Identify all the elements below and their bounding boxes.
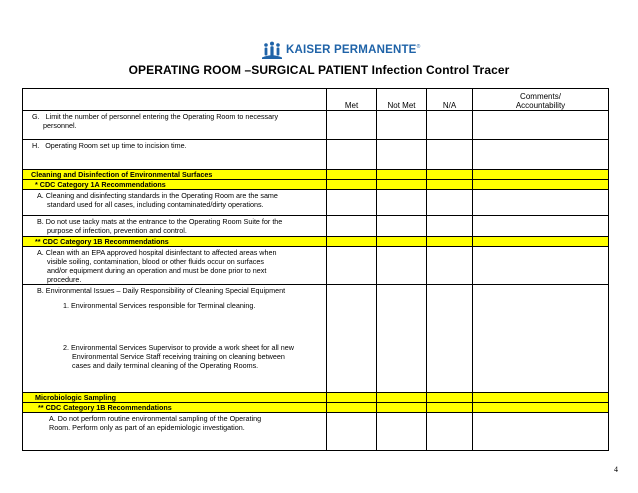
kaiser-people-icon xyxy=(262,41,282,59)
logo-text: KAISER PERMANENTE xyxy=(286,44,417,56)
comments-cell xyxy=(473,111,609,140)
not-met-cell xyxy=(377,190,427,216)
na-cell xyxy=(427,413,473,451)
section-row-micro xyxy=(23,393,609,403)
not-met-cell xyxy=(377,111,427,140)
table-row xyxy=(23,190,609,216)
na-cell xyxy=(427,216,473,237)
item-1b-b-1: 1. Environmental Services responsible for Terminal cleaning. xyxy=(63,301,256,310)
item-1b-b: B. Environmental Issues – Daily Responsibility of Cleaning Special Equipment 1. Environmental Services responsible for Terminal cleaning. 2. Environmental Services Supervisor to provide a work sheet for all new Environmental Service Staff receiving training on cleaning between cases and daily terminal cleaning of the Operating Rooms. xyxy=(23,285,327,393)
table-row xyxy=(23,247,609,285)
item-1a-b: B. Do not use tacky mats at the entrance to the Operating Room Suite for the purpose of infection, prevention and control. xyxy=(23,216,327,237)
page-number: 4 xyxy=(614,465,618,474)
comments-cell xyxy=(473,247,609,285)
comments-cell xyxy=(473,140,609,170)
item-1b-a: A. Clean with an EPA approved hospital disinfectant to affected areas when visible soiling, contamination, blood or other fluids occur on surfaces and/or equipment during an operation and must be done prior to next procedure. xyxy=(23,247,327,285)
item-1b-b-2: 2. Environmental Services Supervisor to provide a work sheet for all new Environmental Service Staff receiving training on cleaning between cases and daily terminal cleaning of the Operating Rooms. xyxy=(63,343,294,370)
item-g: G. Limit the number of personnel entering the Operating Room to necessary personnel. xyxy=(23,111,327,140)
met-cell xyxy=(327,413,377,451)
not-met-cell xyxy=(377,247,427,285)
na-cell xyxy=(427,140,473,170)
header-met: Met xyxy=(327,89,377,111)
section-row-cleaning xyxy=(23,170,609,180)
table-row xyxy=(23,216,609,237)
met-cell xyxy=(327,285,377,393)
category-1b-micro-label: ** CDC Category 1B Recommendations xyxy=(23,403,327,413)
table-row xyxy=(23,140,609,170)
met-cell xyxy=(327,140,377,170)
category-1b-label: ** CDC Category 1B Recommendations xyxy=(23,237,327,247)
na-cell xyxy=(427,111,473,140)
table-row xyxy=(23,285,609,393)
comments-cell xyxy=(473,413,609,451)
na-cell xyxy=(427,285,473,393)
item-h: H. Operating Room set up time to incision time. xyxy=(23,140,327,170)
met-cell xyxy=(327,216,377,237)
met-cell xyxy=(327,111,377,140)
header-not-met: Not Met xyxy=(377,89,427,111)
category-1a-label: * CDC Category 1A Recommendations xyxy=(23,180,327,190)
not-met-cell xyxy=(377,140,427,170)
comments-cell xyxy=(473,190,609,216)
header-blank-cell xyxy=(23,89,327,111)
table-row xyxy=(23,413,609,451)
not-met-cell xyxy=(377,285,427,393)
tracer-table xyxy=(22,88,609,451)
item-micro-a: A. Do not perform routine environmental sampling of the Operating Room. Perform only as part of an epidemiologic investigation. xyxy=(23,413,327,451)
na-cell xyxy=(427,190,473,216)
section-title-cleaning: Cleaning and Disinfection of Environmental Surfaces xyxy=(23,170,327,180)
registered-mark: ® xyxy=(416,44,421,51)
item-1a-a: A. Cleaning and disinfecting standards in the Operating Room are the same standard used for all cases, including contaminated/dirty operations. xyxy=(23,190,327,216)
na-cell xyxy=(427,247,473,285)
met-cell xyxy=(327,247,377,285)
comments-cell xyxy=(473,285,609,393)
header-na: N/A xyxy=(427,89,473,111)
met-cell xyxy=(327,190,377,216)
section-title-micro: Microbiologic Sampling xyxy=(23,393,327,403)
category-row-1b xyxy=(23,237,609,247)
header-row xyxy=(23,89,609,111)
table-row xyxy=(23,111,609,140)
comments-cell xyxy=(473,216,609,237)
header-comments: Comments/ Accountability xyxy=(473,89,609,111)
not-met-cell xyxy=(377,413,427,451)
page-title: OPERATING ROOM –SURGICAL PATIENT Infection Control Tracer xyxy=(128,63,510,77)
category-row-1a xyxy=(23,180,609,190)
category-row-1b-micro xyxy=(23,403,609,413)
not-met-cell xyxy=(377,216,427,237)
kaiser-logo xyxy=(262,40,420,60)
